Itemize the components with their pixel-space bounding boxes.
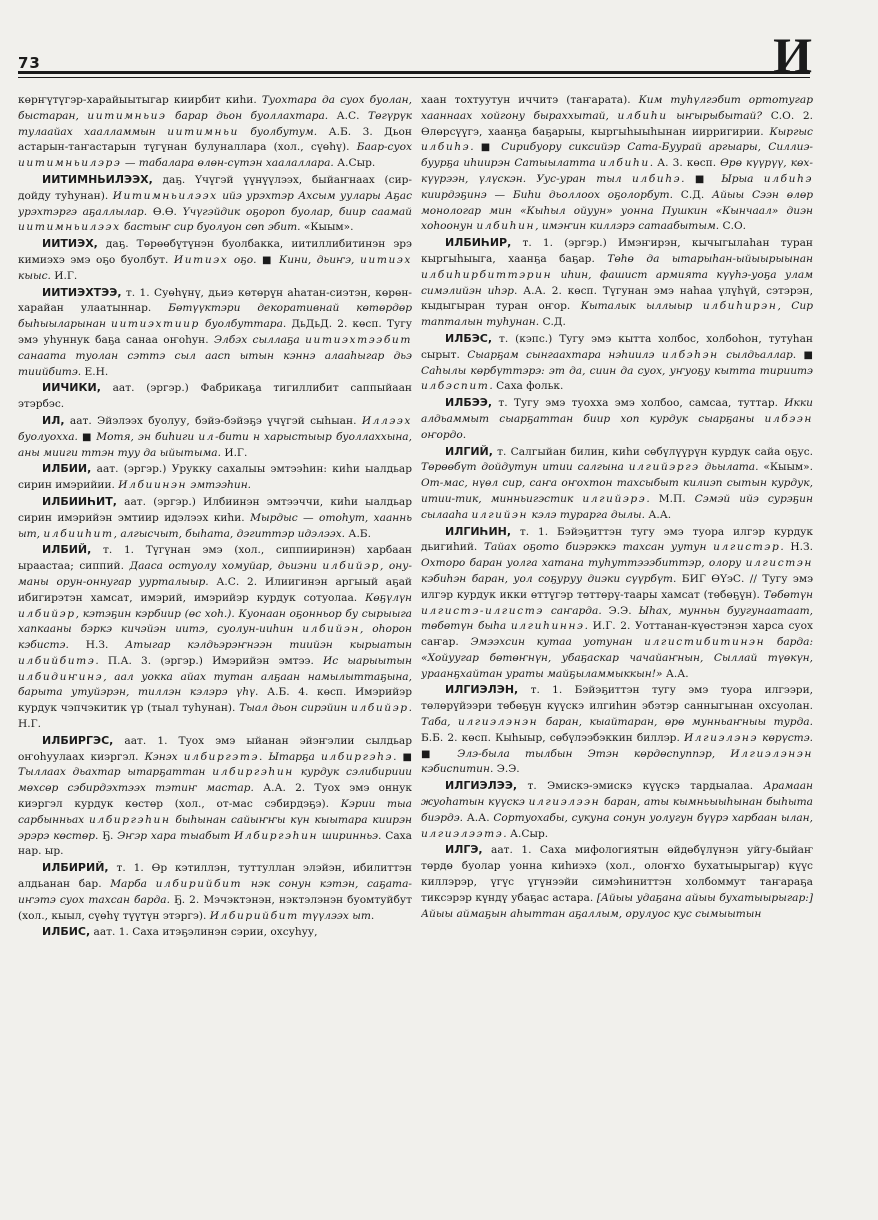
dictionary-entry xyxy=(18,494,412,542)
example-term: илбиһи xyxy=(599,157,650,170)
entry-text: Б.Б. 2. кɵсп. Кыһыыр, сɵбүлээбэккин биллэр. xyxy=(421,731,684,744)
example-term: иитимньиэ xyxy=(87,109,167,122)
dictionary-entry xyxy=(421,395,813,443)
entry-headword: ИИЧИКИ, xyxy=(42,381,101,395)
dictionary-entry xyxy=(18,461,412,494)
dictionary-entry xyxy=(421,842,813,922)
entry-headword: ИЛГИЙ, xyxy=(445,444,493,458)
entry-text: т. 1. Түгүнан эмэ (хол., сиппииринэн) харбаан ыраастаа; сиппий. xyxy=(18,544,412,573)
entry-text: И.Г. 2. Уоттанан-күɵстэнэн харса суох саҥар. xyxy=(421,620,813,649)
example-text: . xyxy=(780,541,791,554)
entry-text: Ɵ.Ɵ. xyxy=(152,205,183,218)
dictionary-entry xyxy=(18,236,412,284)
example-text: Айыы Сээн ɵлɵр монологар мин «Кыһыл ойуун» уонна Пушкин «Кынчаал» диэн хоһоонун xyxy=(421,188,813,233)
page-number: 73 xyxy=(18,54,41,72)
example-term: илбидиҥинэ xyxy=(18,670,104,683)
entry-text: аат. (эргэр.) Илбиинэн эмтээччи, киһи ыалдьар сирин имэрийэн эмтиир идэлээх киһи. xyxy=(18,495,412,524)
example-term: илбийэр xyxy=(322,560,381,573)
example-text: — табалара ɵлɵн-сүтэн хаалаллара. xyxy=(121,157,338,170)
entry-text: Н.З. xyxy=(790,541,813,554)
example-term: ил xyxy=(198,430,216,443)
example-text: , оһорон кэбистэ. xyxy=(18,623,412,652)
example-text: . Ытарҕа xyxy=(259,750,321,763)
example-text: , ону-маны орун-оннугар уурталыыр. xyxy=(18,560,412,588)
example-term: илгиэлээтэ xyxy=(421,827,504,840)
example-text: түүлээх ыт. xyxy=(298,909,375,922)
example-term: Иитиэх xyxy=(173,253,229,266)
example-text: Элэ-была тылбын Этэн кɵрдɵспуппэр, xyxy=(457,747,731,760)
example-text: . xyxy=(646,492,659,505)
example-term: илбэһэн xyxy=(661,348,719,361)
example-text: оҕо. xyxy=(228,253,263,266)
example-text: Тыал дьон сирэйин xyxy=(239,702,352,715)
example-text: Марба xyxy=(110,878,156,891)
example-text: ыҥырыбытай? xyxy=(667,109,771,122)
example-text: Ким туһүлгэбит ортотугар хааннаах хойгону быраххытай, xyxy=(421,94,813,122)
example-term: иитимньи xyxy=(167,125,239,138)
example-text: Сыарҕам сынгаахтара нэһиилэ xyxy=(467,348,662,361)
example-term: илгийэн xyxy=(471,508,529,521)
entry-text: А.Б. 4. кɵсп. Имэрийэр курдук чэпчэкитик үр (тыал туһунан). xyxy=(18,686,412,715)
entry-text: аат. 1. Саха мифологиятын ɵйдɵбүлүнэн уйгу-быйаҥ тɵрдɵ буолар уонна киһиэхэ (хол., олоҥхо бухатыырыгар) күүс киллэрэр, үгүс үгүнээйи симэһиниттэн холбоммут таҥараҕа тиксэрэр күндү убаҕас астара. xyxy=(421,844,813,904)
example-term: иитиэхтиир xyxy=(111,318,200,331)
example-text: Үчүгэйдик оҕороп буолар, биир саамай xyxy=(182,205,412,218)
entry-text: т. 1. Ɵр кэтиллэн, туттуллан элэйэн, ибилиттэн алдьанан бар. xyxy=(18,862,412,891)
dictionary-entry xyxy=(421,235,813,331)
example-text: Икки алдьаммыт сыарҕаттан биир хоп курдук сыарҕаны xyxy=(421,397,813,425)
example-term: илбиһи xyxy=(617,109,668,122)
entry-text: А.Б. 3. Дьон астарын-таҥастарын түгүнан булуналлара (хол., сүөһү). xyxy=(18,125,412,154)
entry-headword: ИЛБИҺИР, xyxy=(445,236,512,250)
entry-text: Саха фольк. xyxy=(496,380,564,393)
example-text: киирдэҕинэ — Биһи дьоллоох оҕолорбут. xyxy=(421,188,681,201)
example-term: илбийбитэ xyxy=(18,654,96,667)
entry-text: Э.Э. xyxy=(608,604,639,617)
example-term: илбэспит xyxy=(421,380,490,393)
example-term: иитиэх xyxy=(359,253,412,266)
entry-text: А.А. xyxy=(665,667,689,680)
section-marker: ■ xyxy=(480,142,502,154)
example-text: Тɵбɵтүн xyxy=(763,588,813,601)
example-term: Илбиинэн xyxy=(118,479,188,492)
example-text: баран, аты кымньыыһынан быһыта биэрдэ. xyxy=(421,796,813,824)
entry-headword: ИИТИЭХ, xyxy=(42,237,98,251)
example-text: . xyxy=(503,827,511,840)
example-term: илбийэн xyxy=(302,623,361,636)
example-text: , алгысчыт, быһата, дэгиттэр идэлээх. xyxy=(113,527,349,540)
entry-text: М.П. xyxy=(658,492,695,505)
entry-text: БИГ ƟҮэС. // Тугу эмэ илгэр курдук икки ɵттүгэр тɵттɵрү-таары хамсат (тɵбɵҕүн). xyxy=(421,572,813,601)
example-term: Иитимньилээх xyxy=(112,189,218,202)
entry-headword: ИЛ, xyxy=(42,413,65,427)
example-text: кыыс. xyxy=(18,269,55,282)
example-term: иитимньилэрэ xyxy=(18,157,122,170)
entry-text: т. 1. (эргэр.) Имэҥирэн, кычыгылаһан туран кыргыһыыга, хаанҕа баҕар. xyxy=(421,237,813,265)
example-text: кɵрүстэ. xyxy=(758,731,813,744)
entry-text: А.С. 2. Илиигинэн аргыый аҕай ибигирэтэн хамсат, имэрий, имэрийэр курдук сотуолаа. xyxy=(18,575,412,604)
entry-text: ДьДьД. 2. кɵсп. Тугу эмэ уһуннук баҕа санаа оҥоһун. xyxy=(18,318,412,346)
example-text: баран, кыайтаран, ɵрɵ мунньаҥныы турда. xyxy=(538,716,813,729)
example-term: илбиргэһин xyxy=(88,813,171,826)
example-text: Ырыа xyxy=(721,172,764,185)
example-text: Тыллаах дьахтар ытарҕаттан xyxy=(18,766,213,779)
example-term: Илгиэлэнэ xyxy=(683,731,759,744)
example-text: Тɵгүрүк тулаайах хаалламмын xyxy=(18,109,412,138)
entry-text: т. (кэпс.) Тугу эмэ кытта холбос, холбоһон, тутуһан сырыт. xyxy=(421,332,813,361)
example-text: иһин, фашист армията күүһэ-уоҕа улам симэлийэн иһэр. xyxy=(421,268,813,297)
example-text: Сирибуору сиксийэр Сата-Буурай аргыары, Силлиэ-буурҕа иһиирэн Сатыылатта xyxy=(421,141,813,170)
entry-text: А.А. 2. кɵсп. Түгунан эмэ наһаа үлүһүй, сэтэрэн, кыдыгыран туран оҥор. xyxy=(421,284,813,313)
example-text: Кыргыс xyxy=(769,125,813,138)
example-text: ширинньэ. xyxy=(318,829,386,842)
section-letter-header: И xyxy=(773,27,812,83)
example-term: илгистибитинэн xyxy=(644,636,766,649)
example-term: илбиһэ xyxy=(631,172,682,185)
example-term: илбийэр xyxy=(351,702,409,715)
example-text: санаата туолан сэттэ сыл аасп ытын кэннэ алааһыгар дьэ тиийбитэ. xyxy=(18,349,412,378)
entry-headword: ИЛБИИҺИТ, xyxy=(42,494,117,508)
entry-text: т. 1. Суɵһүнү, дьиэ кɵтɵрүн аһатан-сиэтэн, кɵрɵн-харайан улаатыннар. xyxy=(18,286,412,315)
example-term: илгиэлээн xyxy=(528,796,601,809)
entry-text: «Кыым». xyxy=(763,461,813,474)
entry-text: т. Салгыйан билин, киһи сɵбүлүүрүн курдук сайа оҕус. xyxy=(492,445,813,458)
entry-text: т. 1. Бэйэҕиттэн тугу эмэ туора илгээри, тɵлɵрүйээри тɵбɵҕүн күүскэ илгиһин эбэтэр санныгынан охсуолан. xyxy=(421,684,813,713)
entry-text: И.Г. xyxy=(224,446,248,459)
example-term: илбиһэ xyxy=(763,172,813,185)
example-text: Мотя, эн биһиги xyxy=(96,430,199,443)
entry-text: А.С. xyxy=(336,109,369,122)
example-term: иитимньилээх xyxy=(18,221,121,234)
entry-headword: ИИТИМНЬИЛЭЭХ, xyxy=(42,172,153,186)
example-text: Кыталык ыллыыр xyxy=(580,300,703,313)
example-term: илбийэр xyxy=(18,607,76,620)
entry-text: т. 1. Бэйэҕиттэн тугу эмэ туора илгэр курдук дьигиһий. xyxy=(421,525,813,554)
example-text: Мырдыс — отоһут, хааннь ыт, xyxy=(18,511,412,540)
example-text: барар дьон буоллахтара. xyxy=(166,109,337,122)
example-text: эмтээһин. xyxy=(187,479,252,492)
entry-text: А.А. 2. Туох эмэ оннук киэргэл курдук кɵстɵр (хол., от-мас сэбирдэҕэ). xyxy=(18,782,412,811)
dictionary-entry xyxy=(421,331,813,395)
example-text: . xyxy=(489,380,497,393)
entry-text: аат. (эргэр.) Фабрикаҕа тигиллибит саппыйаан этэрбэс. xyxy=(18,382,412,411)
example-text: курдук сэлибириии мɵхсɵр сэбирдэхтээх тэтиҥ мастар. xyxy=(18,766,412,795)
example-text: . xyxy=(584,620,593,633)
dictionary-entry xyxy=(421,778,813,842)
dictionary-entry xyxy=(18,413,412,461)
example-text: . xyxy=(681,172,695,185)
entry-headword: ИЛБИРГЭС, xyxy=(42,733,114,747)
example-text: Кини, дьиҥэ, xyxy=(279,253,360,266)
entry-text: А.А. xyxy=(466,811,494,824)
example-text: буолуохха. xyxy=(18,430,83,443)
example-term: иитиэхтээбит xyxy=(305,333,412,346)
entry-text: А.Б. xyxy=(348,527,371,540)
example-text: Тɵрɵɵбүт дойдутун итии салгына xyxy=(421,461,629,474)
entry-text: кɵрҥүтүгэр-харайыытыгар киирбит киһи. xyxy=(18,94,262,106)
entry-text: А.Сыр. xyxy=(337,157,376,170)
entry-headword: ИЛГИЭЛЭН, xyxy=(445,683,519,697)
example-term: илбиргэтэ xyxy=(183,750,260,763)
example-text: Эмээхсин кутаа уотунан xyxy=(470,636,645,649)
entry-headword: ИЛБЭС, xyxy=(445,331,493,345)
entry-text: А. 3. кɵсп. xyxy=(657,157,721,170)
dictionary-entry xyxy=(18,380,412,413)
section-marker: ■ xyxy=(82,431,97,443)
entry-headword: ИЛБИИ, xyxy=(42,462,92,476)
entry-text: С.Д. xyxy=(680,188,713,201)
dictionary-entry xyxy=(18,924,412,941)
example-text: Бɵтүүктэри декоративнай кɵтɵрдɵр быһыыларынан xyxy=(18,302,412,331)
example-text: [Айыы удаҕана айыы бухатыырыгар:] Айыы аймаҕын аһыттан аҕаллым, орулуос кус сымыытын xyxy=(421,891,813,920)
example-term: илгиэлэнэн xyxy=(458,716,539,729)
entry-text: аат. 1. Туох эмэ ыйанан эйэҥэлии сылдьар оҥоһуулаах киэргэл. xyxy=(18,734,412,763)
entry-text: аат. (эргэр.) Урукку сахалыы эмтээһин: киһи ыалдьар сирин имэрийии. xyxy=(18,463,412,492)
example-text: Сортуохабы, сукуна сонун уолугун бүүрэ харбаан ылан, xyxy=(493,811,813,824)
section-marker: ■ xyxy=(803,349,813,361)
example-text: , кэтэҕин кэрбиир (ɵс хоһ.). xyxy=(75,607,239,620)
example-term: Илбирийбит xyxy=(209,909,299,922)
entry-headword: ИЛГИЭЛЭЭ, xyxy=(445,779,518,793)
example-text: Кэрии тыа сарбынньах xyxy=(18,798,412,826)
example-text: . xyxy=(470,141,481,154)
entry-text: аат. Эйэлээх буолуу, бэйэ-бэйэҕэ үчүгэй сыһыан. xyxy=(64,414,362,427)
example-text: дьылата. xyxy=(699,461,764,474)
entry-text: Саха нар. ыр. xyxy=(18,829,412,858)
dictionary-entry xyxy=(18,733,412,860)
example-term: илбээн xyxy=(764,412,813,425)
entry-text: аат. 1. Саха итэҕэлинэн сэрии, охсуһуу, xyxy=(90,926,318,939)
example-text: нэк сонун кэтэн, саҕата-иҥэтэ суох тахсан барда. xyxy=(18,878,412,906)
entry-text: т. Тугу эмэ туохха эмэ холбоо, самсаа, туттар. xyxy=(492,397,785,410)
entry-headword: ИЛГЭ, xyxy=(445,843,483,857)
example-text: Тɵһɵ да ытарыһан-ыйыырыынан xyxy=(607,252,813,265)
example-text: От-мас, нүɵл сир, саҥа оҥохтон тахсыбыт килиэп сытын курдук, итии-тик, минньигэстик xyxy=(421,477,813,505)
dictionary-entry xyxy=(18,285,412,381)
entry-headword: ИЛБЭЭ, xyxy=(445,396,493,410)
section-marker: ■ xyxy=(402,751,412,763)
example-text: буолбуттара. xyxy=(199,318,292,331)
entry-text: даҕ. Үчүгэй үүнүүлээх, быйаҥнаах (сир-дойду туһунан). xyxy=(18,173,412,202)
example-term: илгистэр xyxy=(713,541,781,554)
example-text: быһынан сайыҥҥы күн кыытара киирэн эрэрэ кɵстɵр. xyxy=(18,813,412,842)
example-text: кэлэ турарга дылы. xyxy=(528,508,649,521)
dictionary-entry xyxy=(18,542,412,733)
example-text: буолбутум. xyxy=(238,125,329,138)
left-column xyxy=(18,93,412,1208)
header-rule-thick xyxy=(18,71,810,74)
entry-text: хаан тохтуутун иччитэ (таҥарата). xyxy=(421,94,639,106)
entry-headword: ИЛБИЙ, xyxy=(42,543,92,557)
example-text: , аал уокка айах тутан алҕаан намылыттаҕына, барыта утуйэрэн, тиллэн кэлэрэ үһү. xyxy=(18,670,412,699)
example-text: Эҥэр хара тыабыт xyxy=(117,829,235,842)
dictionary-entry xyxy=(421,524,813,683)
entry-text: Ҕ. xyxy=(102,829,118,842)
example-text: кэбиспитин. xyxy=(421,763,497,776)
example-text: Тайах оҕото биэрэккэ тахсан уутун xyxy=(483,541,714,554)
entry-text: И.Г. xyxy=(54,269,78,282)
example-term: илбиһирбиттэрин xyxy=(421,268,553,281)
example-text: Кɵҕүлүн xyxy=(365,591,412,604)
entry-headword: ИЛБИС, xyxy=(42,925,91,939)
example-text: оҥордо. xyxy=(421,428,467,441)
example-text: Элбэх сыллаҕа xyxy=(213,333,306,346)
example-text: барда: «Хойуугар бɵтɵҥнүн, убаҕаскар чачайаҥнын, Сыллай түɵкүн, ураанҕхайтан ураты майҕыламмыккын!» xyxy=(421,636,813,680)
example-text: Саһылы кɵрбүттэрэ: эт да, сиин да суох, уҥуоҕу кытта тириитэ xyxy=(421,364,813,377)
example-text: саҥарда. xyxy=(543,604,609,617)
entry-text: Э.Э. xyxy=(496,763,520,776)
header-rule-thin xyxy=(18,77,810,78)
example-text: Кэнэх xyxy=(144,750,184,763)
example-text: -бити н харыстыыр буоллаххына, аны мииги ттэн туу да ыйытыма. xyxy=(18,430,412,459)
example-text: ийэ урэхтэр Ахсым уулары Аҕас урэхтэргэ аҕаллылар. xyxy=(18,189,412,218)
section-marker: ■ xyxy=(694,173,722,185)
example-term: илбииһит xyxy=(43,527,114,540)
dictionary-entry xyxy=(421,682,813,778)
example-text: . xyxy=(95,654,108,667)
example-text: кэбиһэн баран, уол соҕуруу диэки сүүрбүт. xyxy=(421,572,682,585)
example-term: Илгиэлэнэн xyxy=(730,747,813,760)
example-text: , Сир тапталын туһунан. xyxy=(421,300,813,329)
entry-text: Е.Н. xyxy=(84,365,109,378)
dictionary-entry xyxy=(18,860,412,924)
example-term: илбиргэһин xyxy=(212,766,294,779)
section-marker: ■ xyxy=(262,254,280,266)
example-text: Баар-суох xyxy=(356,141,412,154)
example-text: Дааса остуолу хомуйар, дьиэни xyxy=(129,560,323,573)
example-text: Куонаан оҕонньор бу сырыыга хапкааны бэркэ кичэйэн иитэ, суолун-ииһин xyxy=(18,607,412,636)
entry-text: даҕ. Тɵрɵɵбүтүнэн буолбакка, иитиллибитинэн эрэ кимиэхэ эмэ оҕо буолбут. xyxy=(18,238,412,266)
example-text: . xyxy=(393,750,403,763)
entry-text: Ҕ. 2. Мэчэктэнэн, нэктэлэнэн буомтуйбут (хол., кыыл, сүөһү түүтүн этэргэ). xyxy=(18,893,412,922)
entry-continuation xyxy=(421,93,813,235)
example-text: Атыгар кэлдьэрэҥнээн тиийэн кырыатын xyxy=(125,639,412,652)
dictionary-entry xyxy=(18,172,412,236)
example-text: Арамаан жуоһатын күүскэ xyxy=(421,780,813,809)
right-column xyxy=(421,93,813,1208)
example-term: Илбиргэһин xyxy=(234,829,319,842)
entry-text: Н.З. xyxy=(85,639,126,652)
entry-headword: ИЛГИҺИН, xyxy=(445,524,512,538)
example-term: илгийэрэ xyxy=(582,492,647,505)
example-text: Туохтара да суох буолан, быстаран, xyxy=(18,94,412,122)
example-text: Таба, xyxy=(421,716,459,729)
entry-text: С.Д. xyxy=(542,316,566,329)
entry-text: Н.Г. xyxy=(18,718,41,731)
example-text: сылдьаллар. xyxy=(718,348,804,361)
example-term: илгистэн xyxy=(745,557,813,570)
example-term: илбиһирэн xyxy=(702,300,778,313)
example-text: . xyxy=(408,702,412,715)
example-term: Иллээх xyxy=(361,414,412,427)
entry-text: С.О. xyxy=(722,220,747,233)
entry-text: «Кыым». xyxy=(303,221,354,234)
example-text: Ыһах, мунньн буугунаатаат, тɵбɵтүн быһа xyxy=(421,604,813,633)
example-text: Ис ыарыытын xyxy=(323,654,412,667)
example-term: илгиһиннэ xyxy=(510,620,585,633)
example-text: бастыҥ сир буолуон сɵп эбит. xyxy=(120,221,304,234)
entry-text: т. Эмискэ-эмискэ күүскэ тардыалаа. xyxy=(517,780,764,793)
example-text: Охторо баран уолга хатана туһуттэээбиттэр, олору xyxy=(421,557,746,570)
entry-headword: ИИТИЭХТЭЭ, xyxy=(42,285,122,299)
entry-text: А.Сыр. xyxy=(510,827,549,840)
entry-text: П.А. 3. (эргэр.) Имэрийэн эмтээ. xyxy=(107,654,323,667)
entry-continuation xyxy=(18,93,412,172)
section-marker: ■ xyxy=(421,748,458,760)
dictionary-entry xyxy=(421,444,813,524)
entry-text: А.А. xyxy=(648,508,672,521)
example-text: . xyxy=(649,157,658,170)
example-term: илбиһэ xyxy=(421,141,471,154)
example-term: илбиргэһэ xyxy=(320,750,394,763)
example-term: илбирийбит xyxy=(155,878,243,891)
entry-headword: ИЛБИРИЙ, xyxy=(42,861,109,875)
example-text: Ɵрɵ күүрүү, кɵх-күүрээн, үлүскэн. Уус-уран тыл xyxy=(421,157,813,185)
example-term: илгийэргэ xyxy=(628,461,700,474)
example-term: илгистэ-илгистэ xyxy=(421,604,544,617)
entry-text: С.О. 2. Ɵлɵрсүүгэ, хаанҕа баҕарыы, кыргыһыыһынан иирригирии. xyxy=(421,109,813,138)
example-text: Сэмэй ийэ сурэҕин сылааһа xyxy=(421,492,813,521)
example-text: , имэҥин киллэрэ сатаабытым. xyxy=(535,220,723,233)
example-term: илбиһин xyxy=(476,220,536,233)
